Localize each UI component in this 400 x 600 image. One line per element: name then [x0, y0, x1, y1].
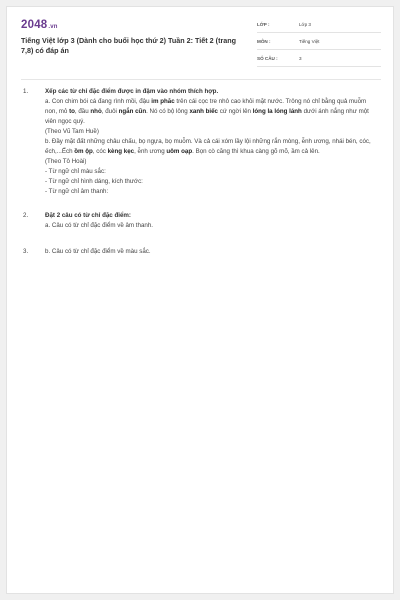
- bold-keyword: nhỏ: [90, 108, 102, 115]
- passage-text: trên cái cọc tre nhô cao khỏi mặt nước. Trông nó chỉ bằng quả muỗm non, mỏ: [45, 98, 367, 115]
- site-logo[interactable]: [21, 19, 58, 31]
- bold-keyword: ồm ộp: [74, 148, 93, 155]
- passage-text: . Bọn cò căng thì khua càng gõ mõ, ầm cả lên.: [192, 148, 320, 155]
- meta-value: Tiếng Việt: [299, 39, 320, 44]
- question-title: Xếp các từ chỉ đặc điểm được in đậm vào nhóm thích hợp.: [45, 88, 219, 95]
- passage-text: cứ ngời lên: [218, 108, 253, 115]
- passage-text: , đuôi: [101, 108, 119, 115]
- question-sub: b. Câu có từ chỉ đặc điểm về màu sắc.: [45, 248, 151, 255]
- question-2: [21, 211, 371, 231]
- passage-a: [45, 97, 371, 127]
- question-number: 2.: [23, 212, 29, 219]
- passage-text: . Nó có bộ lông: [146, 108, 190, 115]
- bold-keyword: uôm oạp: [166, 148, 193, 155]
- meta-label: LỚP :: [257, 22, 270, 27]
- header-divider: [21, 79, 381, 80]
- bold-keyword: lóng la lóng lánh: [252, 108, 302, 115]
- meta-label: SỐ CÂU :: [257, 56, 278, 61]
- meta-row-class: [257, 19, 381, 33]
- logo-text: 2048: [21, 19, 48, 31]
- meta-label: MÔN :: [257, 39, 271, 44]
- meta-info: [257, 19, 381, 70]
- bold-keyword: ngắn cũn: [118, 108, 147, 115]
- bold-keyword: xanh biếc: [189, 108, 218, 115]
- question-title: Đặt 2 câu có từ chỉ đặc điểm:: [45, 212, 131, 219]
- question-list: [21, 87, 371, 257]
- passage-text: dưới ánh nắng như một viên ngọc quý.: [45, 108, 369, 125]
- passage-text: , ễnh ương: [134, 148, 167, 155]
- question-1: [21, 87, 371, 197]
- bold-keyword: to: [69, 108, 75, 115]
- question-3: [21, 247, 371, 257]
- passage-source: (Theo Vũ Tam Huề): [45, 128, 99, 135]
- passage-text: , cóc: [92, 148, 108, 155]
- meta-value: 3: [299, 56, 302, 61]
- meta-row-count: [257, 53, 381, 67]
- passage-b: [45, 137, 371, 157]
- question-number: 1.: [23, 88, 29, 95]
- document-title: Tiếng Việt lớp 3 (Dành cho buổi học thứ 2) Tuần 2: Tiết 2 (trang 7,8) có đáp án: [21, 36, 237, 55]
- question-number: 3.: [23, 248, 29, 255]
- answer-item-sound: - Từ ngữ chỉ âm thanh:: [45, 188, 109, 195]
- bold-keyword: kèng kẹc: [107, 148, 135, 155]
- answer-item-shape: - Từ ngữ chỉ hình dáng, kích thước:: [45, 178, 143, 185]
- passage-source: (Theo Tô Hoài): [45, 158, 87, 165]
- document-header: [21, 19, 381, 77]
- passage-text: b. Đầy mặt đất những châu chấu, bọ ngựa, bọ muỗm. Và cả cái xóm lầy lội những rắn mòng, ễnh ương, nhái bén, cóc, ếch,...Ếch: [45, 138, 371, 155]
- passage-text: , đầu: [74, 108, 91, 115]
- meta-value: Lớp 3: [299, 22, 311, 27]
- logo-domain: .vn: [48, 24, 58, 30]
- answer-item-color: - Từ ngữ chỉ màu sắc:: [45, 168, 106, 175]
- document-page: [6, 6, 394, 594]
- passage-text: a. Con chim bói cá đang rình mồi, đậu: [45, 98, 152, 105]
- bold-keyword: im phăc: [151, 98, 175, 105]
- meta-row-subject: [257, 36, 381, 50]
- question-sub: a. Câu có từ chỉ đặc điểm về âm thanh.: [45, 222, 154, 229]
